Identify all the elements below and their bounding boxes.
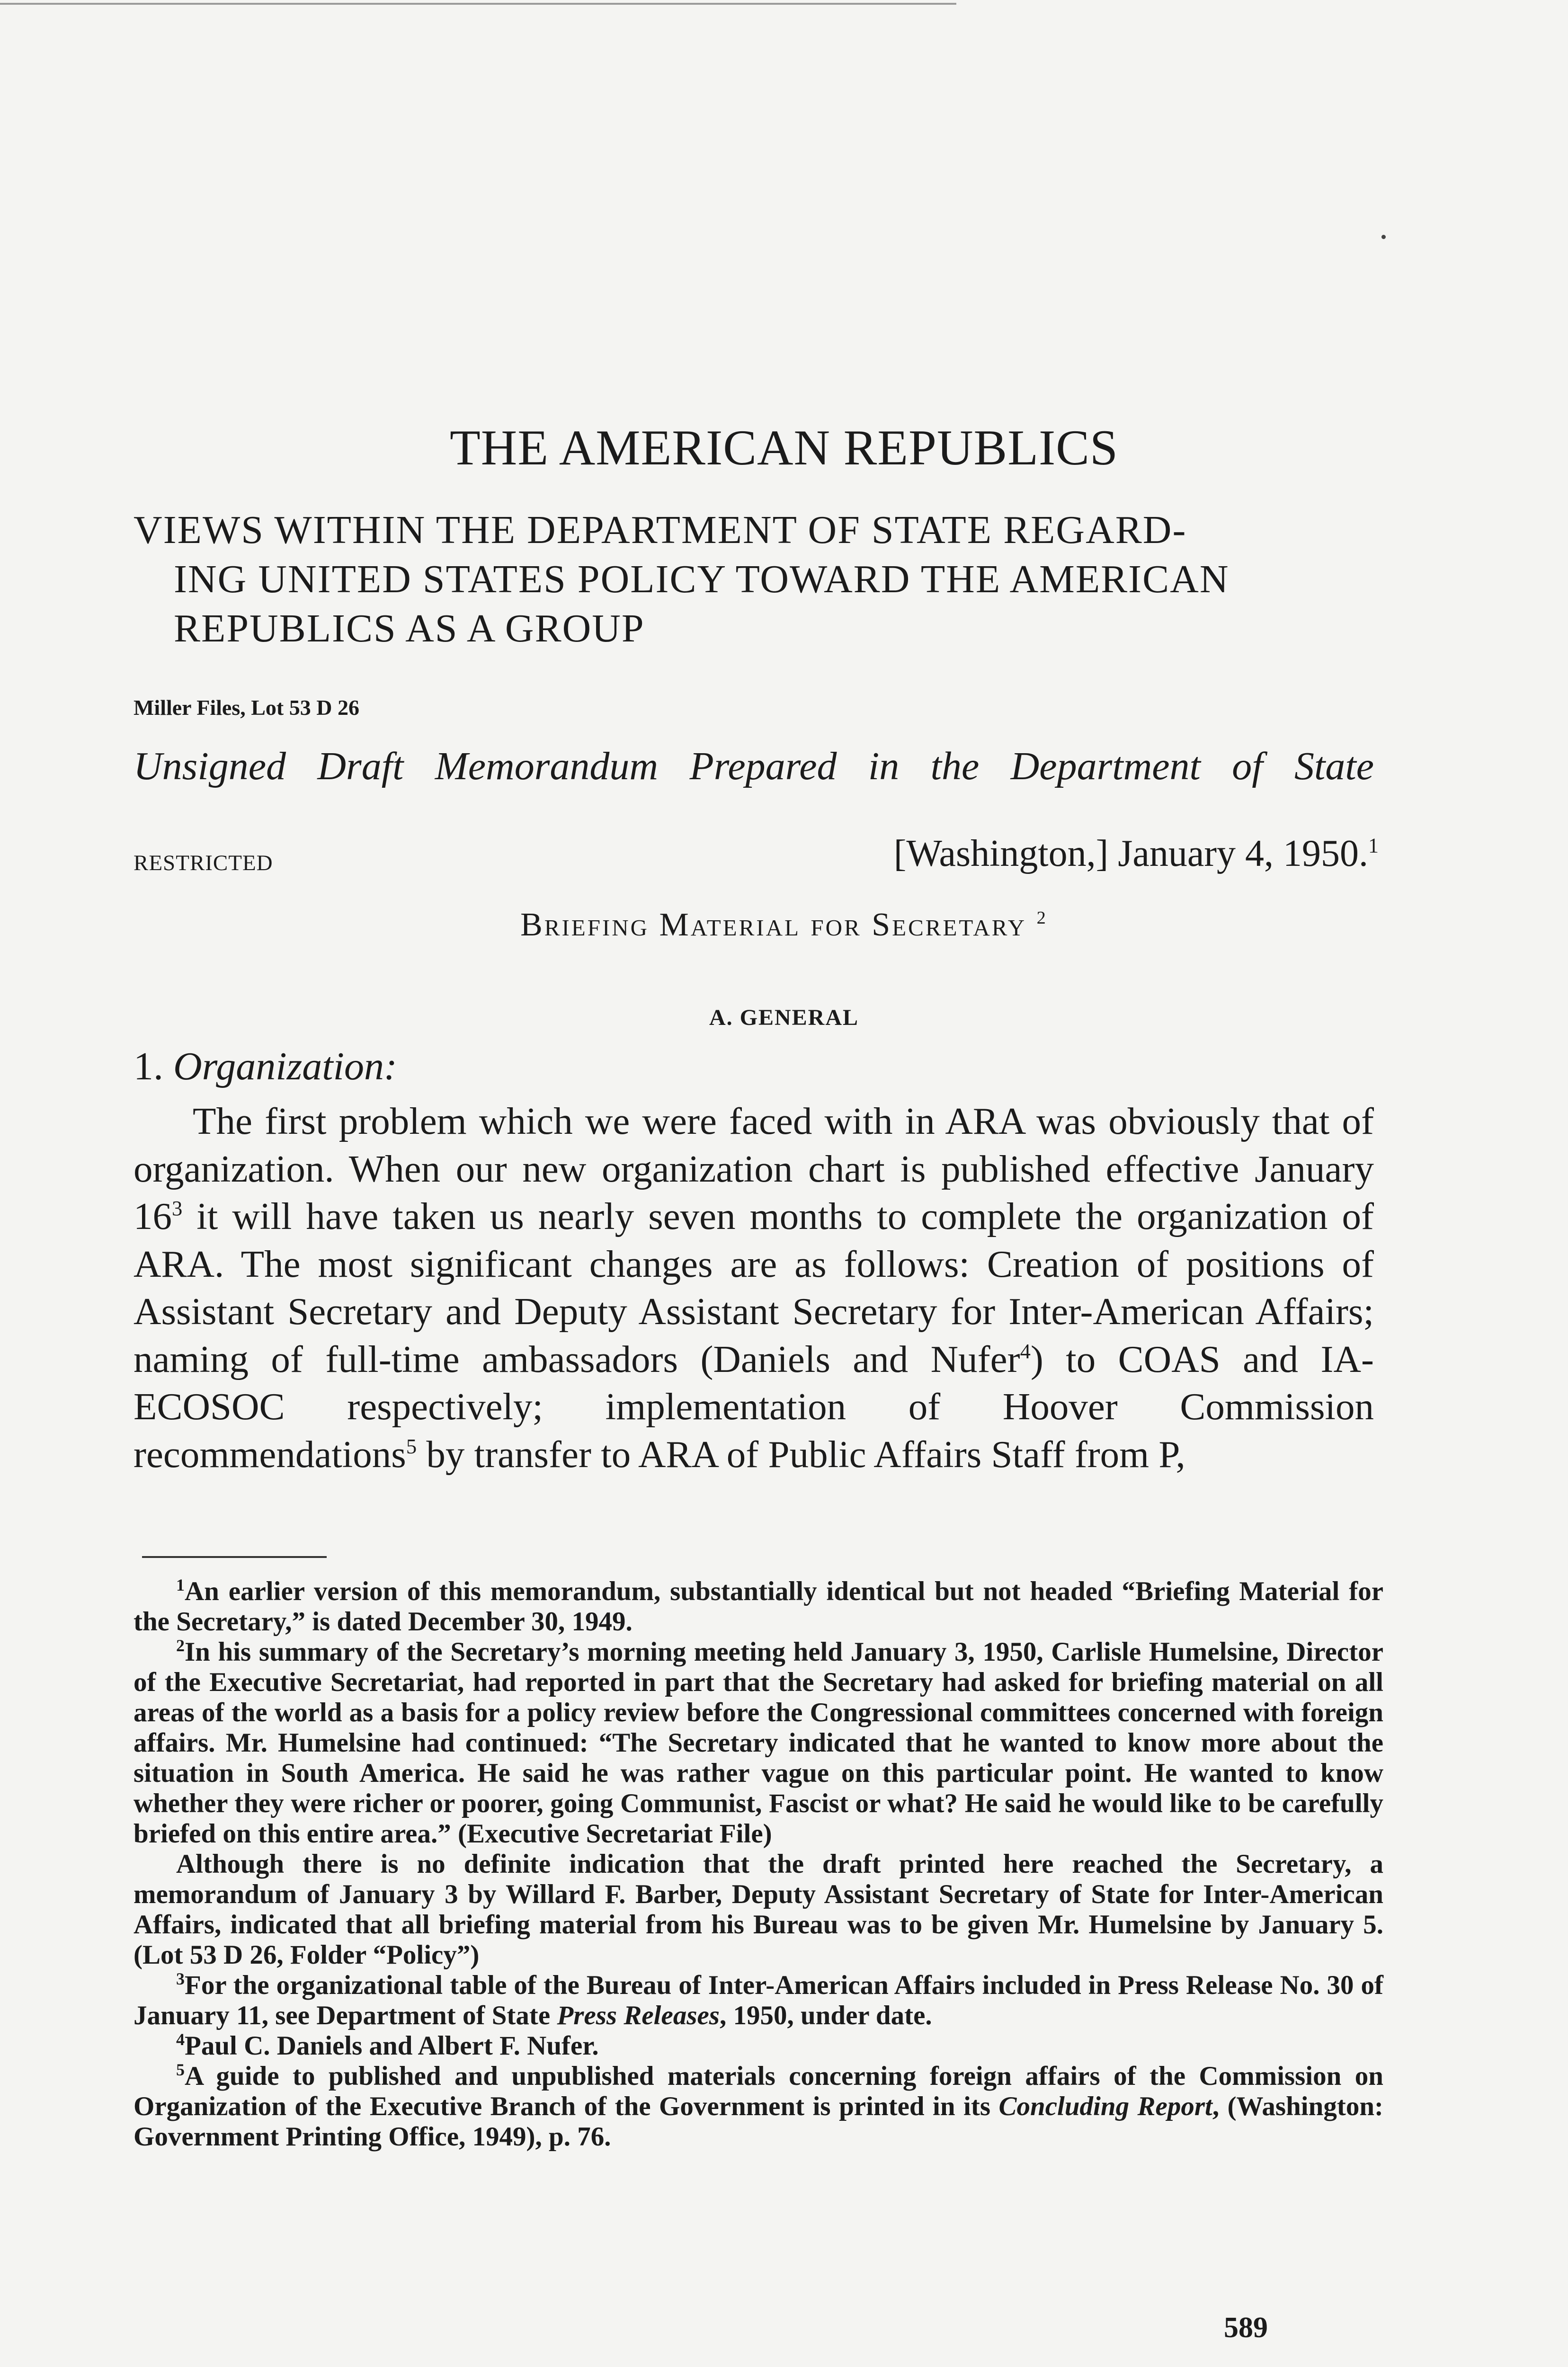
document-title: Unsigned Draft Memorandum Prepared in the Department of State [134, 744, 1374, 788]
dateline-text: [Washington,] January 4, 1950. [893, 833, 1368, 874]
item-number: 1. [134, 1044, 163, 1088]
footnote-5 [134, 2061, 1383, 2152]
memo-heading-text: Briefing Material for Secretary [520, 907, 1027, 943]
footnote-italic: Press Releases [557, 2001, 720, 2030]
footnotes [134, 1576, 1383, 2152]
dateline [894, 832, 1379, 875]
footnote-text: , 1950, under date. [719, 2001, 932, 2030]
footnote-ref: 4 [1020, 1339, 1031, 1363]
body-text: ) to COAS and IA-ECOSOC respectively; implementation of Hoover Commission recommendations [134, 1337, 1374, 1476]
body-text: The first problem which we were faced with in ARA was obviously that of organization. When our new organization chart is published effective January 16 [134, 1100, 1374, 1237]
page-title: THE AMERICAN REPUBLICS [450, 420, 1118, 475]
classification-label: RESTRICTED [134, 851, 273, 875]
section-heading-line: ING UNITED STATES POLICY TOWARD THE AMERICAN [174, 557, 1229, 601]
footnote-ref: 1 [1368, 834, 1379, 857]
subsection-heading: A. GENERAL [709, 1005, 859, 1030]
footnote-ref: 2 [1036, 908, 1048, 928]
page-edge-line [0, 3, 956, 5]
body-paragraph [134, 1097, 1374, 1478]
footnote-number: 4 [176, 2030, 185, 2049]
section-heading-line: REPUBLICS AS A GROUP [174, 606, 645, 650]
page-number: 589 [1224, 2312, 1268, 2344]
footnote-text: Although there is no definite indication that the draft printed here reached the Secretary, a memorandum of January 3 by Willard F. Barber, Deputy Assistant Secretary of State for Inter-American Affairs, indicated that all briefing material from his Bureau was to be given Mr. Humelsine by January 5. (Lot 53 D 26, Folder “Policy”) [134, 1849, 1383, 1970]
footnote-text: For the organizational table of the Bureau of Inter-American Affairs included in Press Release No. 30 of January 11, see Department of State [134, 1970, 1383, 2030]
footnote-text: A guide to published and unpublished materials concerning foreign affairs of the Commission on Organization of the Executive Branch of the Government is printed in its [134, 2061, 1383, 2121]
scan-speck [1381, 235, 1386, 239]
footnote-text: An earlier version of this memorandum, substantially identical but not headed “Briefing Material for the Secretary,” is dated December 30, 1949. [134, 1576, 1383, 1637]
footnote-divider [142, 1556, 327, 1558]
file-source: Miller Files, Lot 53 D 26 [134, 695, 359, 720]
memo-heading [0, 906, 1568, 944]
footnote-number: 3 [176, 1969, 185, 1989]
section-heading-line: VIEWS WITHIN THE DEPARTMENT OF STATE REGARD- [134, 508, 1187, 552]
footnote-1 [134, 1576, 1383, 1637]
footnote-3 [134, 1970, 1383, 2031]
footnote-number: 2 [176, 1636, 185, 1655]
item-label: Organization: [173, 1044, 397, 1088]
footnote-text: Paul C. Daniels and Albert F. Nufer. [185, 2031, 599, 2061]
footnote-text: , (Washington: Government Printing Office, 1949), p. 76. [134, 2091, 1383, 2152]
item-heading [134, 1043, 397, 1089]
body-text: it will have taken us nearly seven months to complete the organization of ARA. The most significant changes are as follows: Creation of positions of Assistant Secretary and Deputy Assistant Secretary for Inter-American Affairs; naming of full-time ambassadors (Daniels and Nufer [134, 1195, 1374, 1380]
footnote-2 [134, 1637, 1383, 1849]
footnote-ref: 5 [406, 1434, 417, 1458]
footnote-italic: Concluding Report [998, 2091, 1212, 2121]
body-text: by transfer to ARA of Public Affairs Staff from P, [417, 1433, 1185, 1476]
footnote-2-continued [134, 1849, 1383, 1970]
footnote-number: 1 [176, 1575, 185, 1595]
footnote-4 [134, 2031, 1383, 2061]
footnote-number: 5 [176, 2060, 185, 2080]
footnote-text: In his summary of the Secretary’s morning meeting held January 3, 1950, Carlisle Humelsine, Director of the Executive Secretariat, had reported in part that the Secretary had asked for briefing material on all areas of the world as a basis for a policy review before the Congressional committees concerned with foreign affairs. Mr. Humelsine had continued: “The Secretary indicated that he wanted to know more about the situation in South America. He said he was rather vague on this particular point. He wanted to know whether they were richer or poorer, going Communist, Fascist or what? He said he would like to be carefully briefed on this entire area.” (Executive Secretariat File) [134, 1637, 1383, 1849]
footnote-ref: 3 [172, 1196, 183, 1220]
section-heading [134, 506, 1393, 653]
